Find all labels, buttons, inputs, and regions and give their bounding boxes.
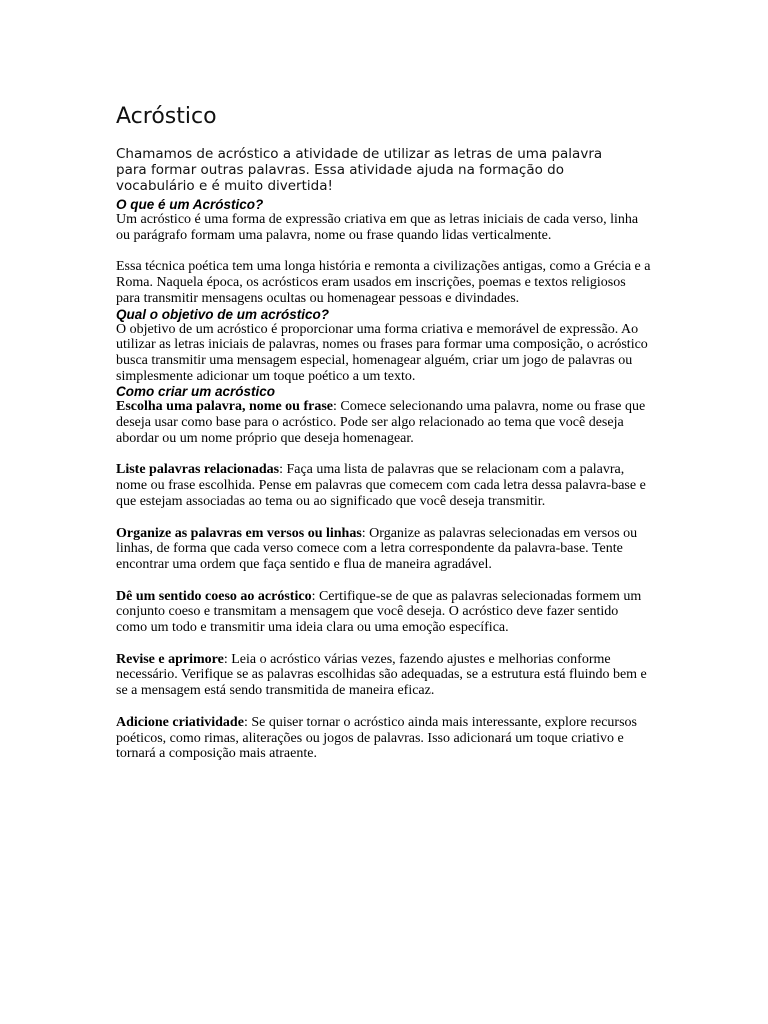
step-paragraph [116,652,652,699]
step-text: : Faça uma lista de palavras que se relacionam com a palavra, nome ou frase escolhida. Pense em palavras que comecem com cada letra dessa palavra-base e que estejam associadas ao tema ou ao significado que você deseja transmitir. [116,462,646,509]
intro-paragraph: Chamamos de acróstico a atividade de utilizar as letras de uma palavra para formar outras palavras. Essa atividade ajuda na formação do vocabulário e é muito divertida! [116,146,603,194]
step-text: : Se quiser tornar o acróstico ainda mais interessante, explore recursos poéticos, como rimas, aliterações ou jogos de palavras. Isso adicionará um toque criativo e tornará a composição mais atraente. [116,714,637,762]
step-paragraph [116,589,652,636]
step-paragraph [116,715,652,762]
step-paragraph [116,462,652,509]
step-text: : Comece selecionando uma palavra, nome ou frase que deseja usar como base para o acróstico. Pode ser algo relacionado ao tema que você deseja abordar ou um nome próprio que deseja homenagear. [116,399,646,446]
step-term: Adicione criatividade [116,714,244,730]
step-term: Escolha uma palavra, nome ou frase [116,399,333,415]
step-text: : Leia o acróstico várias vezes, fazendo ajustes e melhorias conforme necessário. Verifique se as palavras escolhidas são adequadas, se a estrutura está fluindo bem e se a mensagem está sendo transmitida de maneira eficaz. [116,651,647,699]
step-term: Dê um sentido coeso ao acróstico [116,588,312,604]
section-heading-what-is: O que é um Acróstico? [116,197,264,212]
step-text: : Certifique-se de que as palavras selecionadas formem um conjunto coeso e transmitam a mensagem que você deseja. O acróstico deve fazer sentido como um todo e transmitir uma ideia clara ou uma emoção específica. [116,588,642,636]
step-term: Organize as palavras em versos ou linhas [116,525,362,541]
section-heading-objective: Qual o objetivo de um acróstico? [116,306,330,322]
step-term: Revise e aprimore [116,651,224,667]
step-paragraph [116,399,652,446]
step-term: Liste palavras relacionadas [116,462,280,478]
document-body [116,197,652,762]
page-title: Acróstico [116,104,217,129]
history-paragraph: Essa técnica poética tem uma longa história e remonta a civilizações antigas, como a Grécia e a Roma. Naquela época, os acrósticos eram usados em inscrições, poemas e textos religiosos para transmitir mensagens ocultas ou homenagear pessoas e divindades. [116,259,651,306]
definition-paragraph: Um acróstico é uma forma de expressão criativa em que as letras iniciais de cada verso, linha ou parágrafo formam uma palavra, nome ou frase quando lidas verticalmente. [116,212,639,243]
objective-paragraph: O objetivo de um acróstico é proporcionar uma forma criativa e memorável de expressão. Ao utilizar as letras iniciais de palavras, nomes ou frases para formar uma composição, o acróstico busca transmitir uma mensagem especial, homenagear alguém, criar um jogo de palavras ou simplesmente adicionar um toque poético a um texto. [116,321,648,384]
section-heading-how-to: Como criar um acróstico [116,384,276,400]
step-paragraph [116,526,652,573]
step-text: : Organize as palavras selecionadas em versos ou linhas, de forma que cada verso comece com a letra correspondente da palavra-base. Tente encontrar uma ordem que faça sentido e flua de maneira agradável. [116,525,638,572]
